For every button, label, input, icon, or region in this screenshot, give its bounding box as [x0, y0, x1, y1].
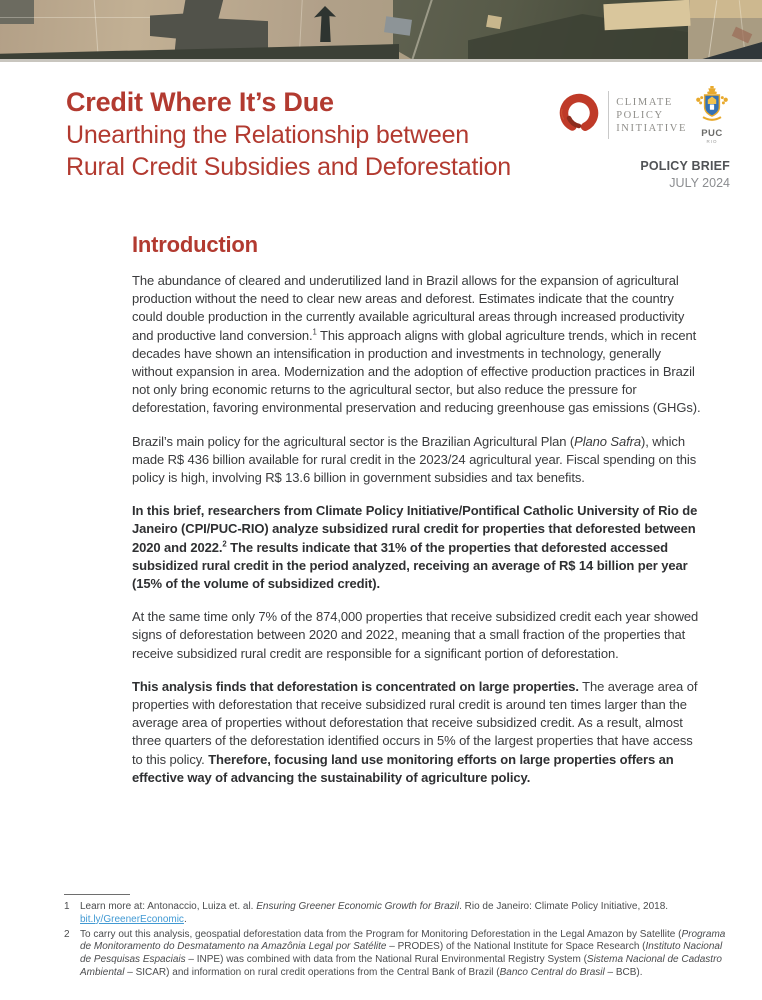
page-subtitle-line-1: Unearthing the Relationship between	[66, 121, 469, 149]
puc-rio-crest-icon	[694, 86, 730, 128]
puc-label: PUC	[701, 128, 723, 139]
paragraph: The abundance of cleared and underutilized land in Brazil allows for the expansion of agricultural production without the need to clear new areas and deforest. Estimates indicate that the country could double production in the currently available agricultural areas through increased productivity and productive land conversion.$^1$ This approach aligns with global agriculture trends, which in recent decades have shown an intensification in production and investments in technology, generally without expansion in area. Modernization and the adoption of effective production practices in Brazil not only bring economic returns to the agricultural sector, but also reduce the pressure for deforestation, favoring environmental preservation and reducing greenhouse gas emissions (GHGs).	[132, 273, 701, 416]
footnote-text: To carry out this analysis, geospatial deforestation data from the Program for Monitoring Deforestation in the Legal Amazon by Satellite (Programa de Monitoramento do Desmatamento na Amazônia Legal por Satélite – PRODES) of the National Institute for Space Research (Instituto Nacional de Pesquisas Espaciais – INPE) was combined with data from the National Rural Environmental Registry System (Sistema Nacional de Cadastro Ambiental – SICAR) and information on rural credit operations from the Central Bank of Brazil (Banco Central do Brasil – BCB).	[80, 928, 726, 978]
logo-column	[530, 86, 730, 190]
cpi-wordmark-line: POLICY	[616, 109, 664, 121]
banner-shape	[0, 59, 762, 62]
footnote-number: 2	[64, 928, 70, 940]
puc-rio-logo	[694, 86, 730, 144]
paragraph: This analysis finds that deforestation is concentrated on large properties. The average area of properties with deforestation that receive subsidized rural credit is around ten times larger than the average area of properties without deforestation that receive subsidized credit. As a result, almost three quarters of the deforestation identified occurs in 5% of the largest properties that have access to this policy. Therefore, focusing land use monitoring efforts on large properties offers an effective way of advancing the sustainability of agriculture policy.	[132, 678, 698, 785]
cpi-swirl-logo-icon	[555, 90, 601, 141]
paragraph: At the same time only 7% of the 874,000 properties that receive subsidized credit each year showed signs of deforestation between 2020 and 2022, meaning that a small fraction of the properties that receive subsidized rural credit are responsible for a significant portion of deforestation.	[132, 609, 699, 661]
title-block	[66, 86, 511, 190]
footnotes	[64, 894, 734, 982]
footnote-divider	[64, 894, 130, 895]
paragraph: In this brief, researchers from Climate Policy Initiative/Pontifical Catholic University of Rio de Janeiro (CPI/PUC-RIO) analyze subsidized rural credit for properties that deforested between 2020 and 2022.$^2$ The results indicate that 31% of the properties that deforested accessed subsidized rural credit in the period analyzed, receiving an average of R$ 14 billion per year (15% of the volume of subsidized credit).	[132, 503, 698, 592]
satellite-banner-image	[0, 0, 762, 62]
banner-shape	[0, 0, 34, 24]
footnote-link[interactable]: bit.ly/GreenerEconomic	[80, 913, 184, 925]
banner-shape	[486, 15, 502, 29]
puc-sublabel: RIO	[706, 138, 718, 144]
banner-shape	[384, 16, 412, 35]
brief-meta	[530, 159, 730, 190]
logo-row	[530, 86, 730, 144]
footnote-item	[64, 901, 734, 927]
cpi-wordmark-line: CLIMATE	[616, 96, 673, 108]
cpi-wordmark-line: INITIATIVE	[616, 122, 687, 134]
banner-shape	[314, 6, 336, 42]
banner-shape	[0, 17, 150, 18]
banner-shape	[690, 0, 762, 18]
banner-shape	[603, 0, 690, 30]
page-subtitle-line-2: Rural Credit Subsidies and Deforestation	[66, 153, 512, 181]
brief-date: JULY 2024	[669, 176, 730, 190]
footnote-item	[64, 929, 734, 980]
paragraph: Brazil’s main policy for the agricultural sector is the Brazilian Agricultural Plan (Plano Safra), which made R$ 436 billion available for rural credit in the 2023/24 agricultural year. Fiscal spending on this policy is high, involving R$ 13.6 billion in government subsidies and tax benefits.	[132, 433, 697, 486]
logo-divider	[608, 91, 609, 139]
section-heading: Introduction	[132, 232, 258, 257]
header	[0, 62, 762, 190]
page-title: Credit Where It’s Due	[66, 87, 334, 117]
cpi-wordmark	[616, 96, 687, 135]
footnote-text: Learn more at: Antonaccio, Luiza et. al. Ensuring Greener Economic Growth for Brazil. Rio de Janeiro: Climate Policy Initiative, 2018. bit.ly/GreenerEconomic.	[80, 901, 669, 925]
introduction-section	[132, 232, 702, 787]
footnote-number: 1	[64, 901, 70, 912]
brief-type-label: POLICY BRIEF	[640, 159, 730, 173]
